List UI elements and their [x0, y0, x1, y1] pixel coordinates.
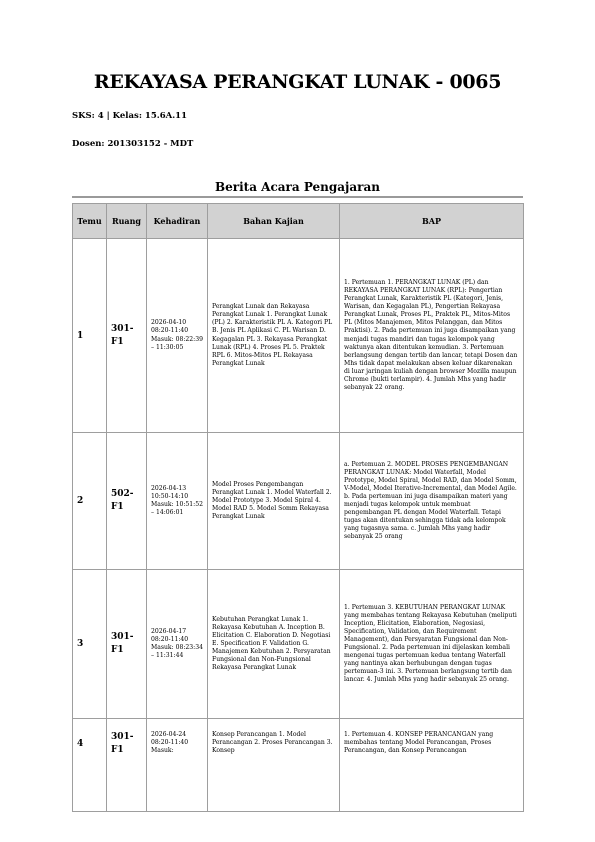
table-header-row: [73, 204, 524, 239]
cell-ruang: 301-F1: [107, 570, 147, 719]
cell-bap-text: 1. Pertemuan 4. KONSEP PERANCANGAN yang membahas tentang Model Perancangan, Proses Perancangan, dan Konsep Perancangan: [344, 731, 494, 755]
cell-kehadiran-text: 2026-04-24 08:20-11:40 Masuk:: [151, 731, 189, 755]
cell-kehadiran: [147, 719, 208, 812]
section-divider: [72, 196, 523, 198]
header-bahan-kajian: Bahan Kajian: [208, 204, 340, 239]
table-row: [73, 239, 524, 433]
table-row: [73, 433, 524, 570]
header-bap: BAP: [340, 204, 524, 239]
cell-bap: [340, 719, 524, 812]
header-kehadiran: Kehadiran: [147, 204, 208, 239]
header-temu: Temu: [73, 204, 107, 239]
cell-ruang: 301-F1: [107, 239, 147, 433]
cell-kehadiran: 2026-04-13 10:50-14:10 Masuk: 10:51:52 – 14:06:01: [147, 433, 208, 570]
page-title: REKAYASA PERANGKAT LUNAK - 0065: [93, 71, 502, 93]
cell-bap: 1. Pertemuan 3. KEBUTUHAN PERANGKAT LUNAK yang membahas tentang Rekayasa Kebutuhan (meliputi Inception, Elicitation, Elaboration, Negosiasi, Specification, Validation, dan Requirement Management), dan Persyaratan Fungsional dan Non-Fungsional. 2. Pada pertemuan ini dijelaskan kembali mengenai tugas pertemuan kedua tentang Waterfall yang nantinya akan berhubungan dengan tugas pertemuan-3 ini. 3. Pertemuan berlangsung tertib dan lancar. 4. Jumlah Mhs yang hadir sebanyak 25 orang.: [340, 570, 524, 719]
cell-ruang: 502-F1: [107, 433, 147, 570]
cell-bahan-kajian: Kebutuhan Perangkat Lunak 1. Rekayasa Kebutuhan A. Inception B. Elicitation C. Elaboration D. Negotiasi E. Specification F. Validation G. Manajemen Kebutuhan 2. Persyaratan Fungsional dan Non-Fungsional Rekayasa Perangkat Lunak: [208, 570, 340, 719]
cell-bahan-kajian: Perangkat Lunak dan Rekayasa Perangkat Lunak 1. Perangkat Lunak (PL) 2. Karakteristik PL A. Kategori PL B. Jenis PL Aplikasi C. PL Warisan D. Kegagalan PL 3. Rekayasa Perangkat Lunak (RPL) 4. Proses PL 5. Praktek RPL 6. Mitos-Mitos PL Rekayasa Perangkat Lunak: [208, 239, 340, 433]
cell-temu: 3: [73, 570, 107, 719]
table-row: [73, 719, 524, 812]
header-ruang: Ruang: [107, 204, 147, 239]
cell-kehadiran: 2026-04-10 08:20-11:40 Masuk: 08:22:39 – 11:30:05: [147, 239, 208, 433]
cell-bahan-kajian-text: Konsep Perancangan 1. Model Perancangan 2. Proses Perancangan 3. Konsep: [212, 731, 333, 755]
cell-temu: 4: [73, 719, 107, 812]
sks-class-line: SKS: 4 | Kelas: 15.6A.11: [72, 111, 187, 121]
bap-table: [72, 203, 524, 812]
lecturer-line: Dosen: 201303152 - MDT: [72, 139, 194, 149]
cell-ruang: 301-F1: [107, 719, 147, 812]
table-row: [73, 570, 524, 719]
section-title: Berita Acara Pengajaran: [215, 180, 380, 194]
cell-kehadiran: 2026-04-17 08:20-11:40 Masuk: 08:23:34 – 11:31:44: [147, 570, 208, 719]
cell-bap: 1. Pertemuan 1. PERANGKAT LUNAK (PL) dan REKAYASA PERANGKAT LUNAK (RPL): Pengertian Perangkat Lunak, Karakteristik PL (Kategori, Jenis, Warisan, dan Kegagalan PL), Pengertian Rekayasa Perangkat Lunak, Proses PL, Praktek PL, Mitos-Mitos PL (Mitos Manajemen, Mitos Pelanggan, dan Mitos Praktisi). 2. Pada pertemuan ini juga disampaikan yang menjadi tugas mandiri dan tugas kelompok yang waktunya akan ditentukan kemudian. 3. Pertemuan berlangsung dengan tertib dan lancar, tetapi Dosen dan Mhs tidak dapat melakukan absen keluar dikarenakan di luar jaringan kuliah dengan browser Mozilla maupun Chrome (bukti terlampir). 4. Jumlah Mhs yang hadir sebanyak 22 orang.: [340, 239, 524, 433]
cell-bap: a. Pertemuan 2. MODEL PROSES PENGEMBANGAN PERANGKAT LUNAK: Model Waterfall, Model Prototype, Model Spiral, Model RAD, dan Model Somm, V-Model, Model Iterative-Incremental, dan Model Agile. b. Pada pertemuan ini juga disampaikan materi yang menjadi tugas kelompok untuk membuat pengembangan PL dengan Model Waterfall. Tetapi tugas akan ditentukan sehingga tidak ada kelompok yang tugasnya sama. c. Jumlah Mhs yang hadir sebanyak 25 orang: [340, 433, 524, 570]
cell-temu: 2: [73, 433, 107, 570]
cell-bahan-kajian: [208, 719, 340, 812]
cell-bahan-kajian: Model Proses Pengembangan Perangkat Lunak 1. Model Waterfall 2. Model Prototype 3. Model Spiral 4. Model RAD 5. Model Somm Rekayasa Perangkat Lunak: [208, 433, 340, 570]
cell-temu: 1: [73, 239, 107, 433]
